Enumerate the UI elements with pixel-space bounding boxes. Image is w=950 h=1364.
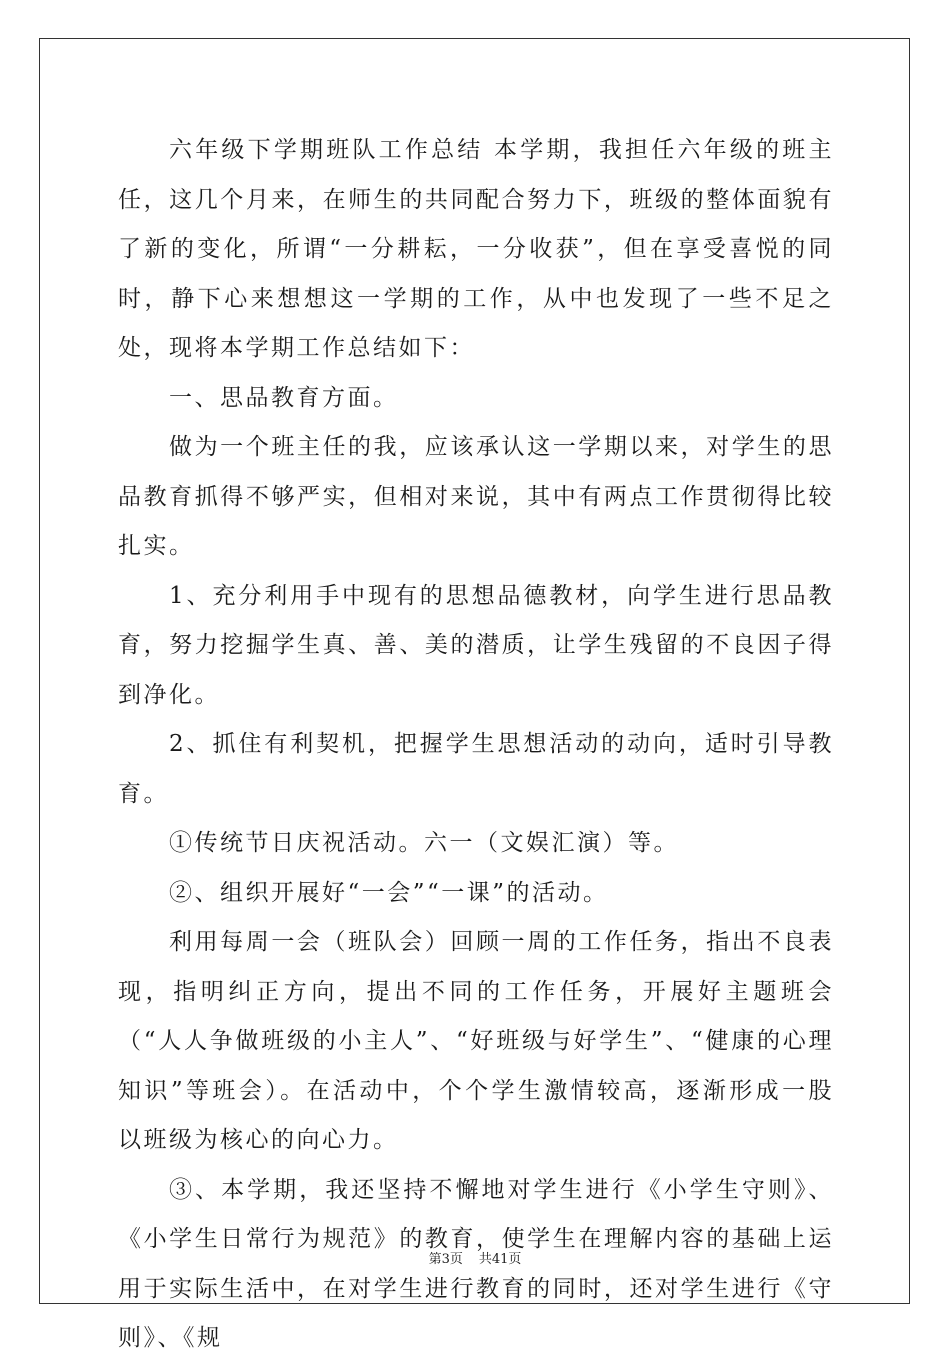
- paragraph: ②、组织开展好“一会”“一课”的活动。: [169, 879, 609, 906]
- paragraph-intro: 六年级下学期班队工作总结 本学期，我担任六年级的班主任，这几个月来，在师生的共同配合努力下，班级的整体面貌有了新的变化，所谓“一分耕耘，一分收获”，但在享受喜悦的同时，静下心来想想这一学期的工作，从中也发现了一些不足之处，现将本学期工作总结如下：: [118, 137, 834, 361]
- page-footer: [0, 1248, 950, 1267]
- page-total: 共41页: [478, 1252, 522, 1267]
- paragraph: ①传统节日庆祝活动。六一（文娱汇演）等。: [169, 830, 679, 856]
- section-heading-moral-education: 一、思品教育方面。: [169, 384, 399, 411]
- paragraph: 2、抓住有利契机，把握学生思想活动的动向，适时引导教育。: [118, 731, 834, 807]
- paragraph: 利用每周一会（班队会）回顾一周的工作任务，指出不良表现，指明纠正方向，提出不同的工作任务，开展好主题班会（“人人争做班级的小主人”、“好班级与好学生”、“健康的心理知识”等班会）。在活动中，个个学生激情较高，逐渐形成一股以班级为核心的向心力。: [118, 929, 834, 1153]
- paragraph: 1、充分利用手中现有的思想品德教材，向学生进行思品教育，努力挖掘学生真、善、美的潜质，让学生残留的不良因子得到净化。: [118, 582, 834, 708]
- paragraph: 做为一个班主任的我，应该承认这一学期以来，对学生的思品教育抓得不够严实，但相对来说，其中有两点工作贯彻得比较扎实。: [118, 434, 834, 559]
- paragraph: ③、本学期，我还坚持不懈地对学生进行《小学生守则》、《小学生日常行为规范》的教育，使学生在理解内容的基础上运用于实际生活中，在对学生进行教育的同时，还对学生进行《守则》、《规: [118, 1176, 834, 1351]
- document-body: [118, 126, 834, 1364]
- page-number: 第3页: [428, 1252, 463, 1267]
